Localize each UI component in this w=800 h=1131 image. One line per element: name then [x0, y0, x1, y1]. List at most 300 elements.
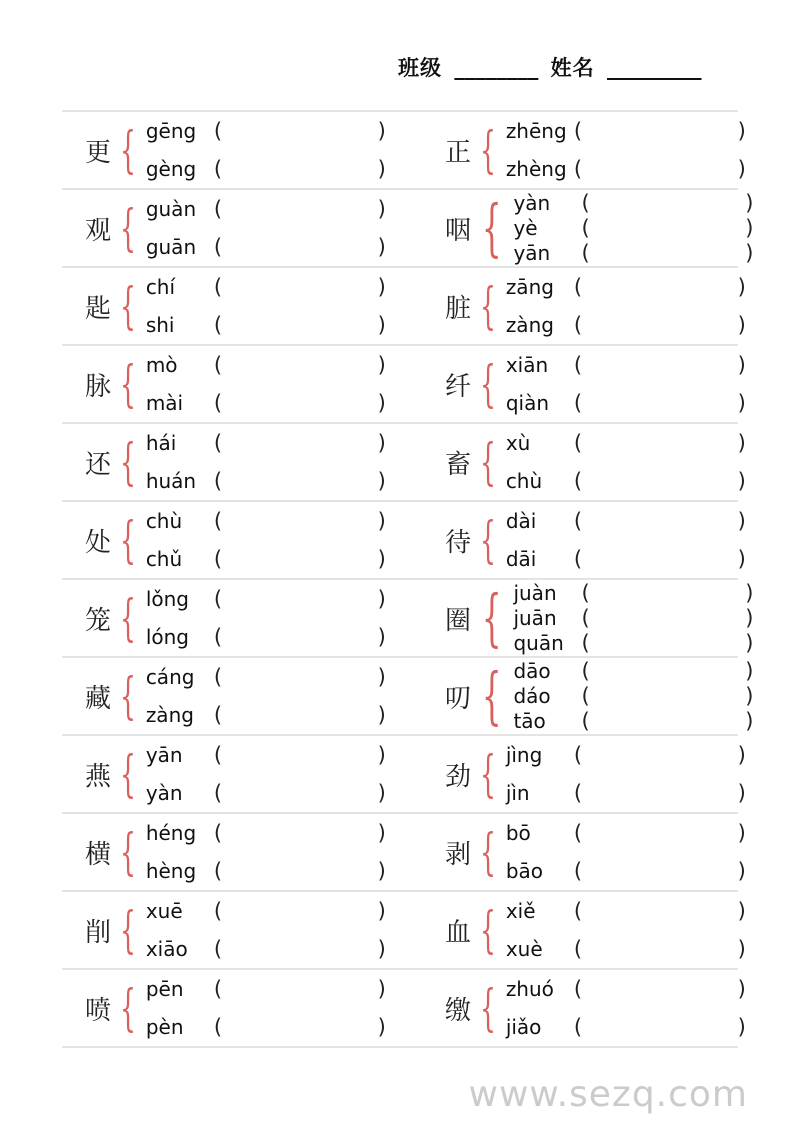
- readings-list: [146, 112, 400, 188]
- answer-blank[interactable]: [214, 547, 386, 571]
- brace-icon: {: [119, 901, 136, 959]
- close-paren-icon: ): [737, 547, 746, 571]
- reading-line: [146, 743, 400, 767]
- answer-blank[interactable]: [214, 899, 386, 923]
- answer-blank[interactable]: [574, 313, 746, 337]
- pinyin-label: xuē: [145, 899, 183, 923]
- reading-line: [146, 1015, 400, 1039]
- reading-line: [146, 703, 400, 727]
- close-paren-icon: ): [737, 431, 746, 455]
- character-entry: [84, 424, 400, 500]
- readings-list: [146, 892, 400, 968]
- close-paren-icon: ): [737, 275, 746, 299]
- pinyin-label: chí: [145, 275, 176, 299]
- hanzi-character: 剥: [444, 839, 471, 869]
- brace-icon: {: [481, 659, 502, 732]
- hanzi-character: 劲: [444, 761, 471, 791]
- close-paren-icon: ): [377, 937, 386, 961]
- pinyin-label: juàn: [513, 580, 557, 605]
- open-paren-icon: (: [573, 899, 583, 923]
- close-paren-icon: ): [737, 977, 746, 1001]
- cell-right: [400, 580, 754, 656]
- worksheet-row: [62, 812, 746, 890]
- answer-blank[interactable]: [214, 977, 386, 1001]
- hanzi-character: 削: [84, 917, 111, 947]
- answer-blank[interactable]: [581, 241, 753, 265]
- brace-icon: {: [481, 191, 502, 264]
- watermark: www.sezq.com: [468, 1074, 748, 1115]
- reading-line: [146, 353, 400, 377]
- pinyin-label: zhèng: [505, 157, 567, 181]
- hanzi-character: 纤: [444, 371, 471, 401]
- readings-list: [146, 502, 400, 578]
- cell-left: [62, 892, 400, 968]
- cell-left: [62, 502, 400, 578]
- close-paren-icon: ): [737, 859, 746, 883]
- answer-blank[interactable]: [214, 431, 386, 455]
- pinyin-label: xuè: [505, 937, 543, 961]
- worksheet-row: [62, 188, 754, 266]
- open-paren-icon: (: [581, 190, 590, 215]
- answer-blank[interactable]: [214, 1015, 386, 1039]
- open-paren-icon: (: [581, 605, 590, 630]
- character-entry: [444, 346, 746, 422]
- cell-right: [400, 268, 746, 344]
- close-paren-icon: ): [737, 781, 746, 805]
- pinyin-label: jìng: [505, 743, 543, 767]
- close-paren-icon: ): [377, 1015, 386, 1039]
- brace-icon: {: [119, 589, 136, 647]
- answer-blank[interactable]: [214, 157, 386, 181]
- open-paren-icon: (: [581, 631, 590, 656]
- readings-list: [506, 892, 746, 968]
- hanzi-character: 叨: [444, 683, 471, 713]
- answer-blank[interactable]: [574, 119, 746, 143]
- close-paren-icon: ): [377, 743, 386, 767]
- worksheet-row: [62, 266, 746, 344]
- close-paren-icon: ): [737, 313, 746, 337]
- reading-line: [513, 216, 753, 240]
- pinyin-label: gēng: [145, 119, 197, 143]
- pinyin-label: zhēng: [505, 119, 567, 143]
- readings-list: [146, 190, 400, 266]
- answer-blank[interactable]: [214, 197, 386, 221]
- character-entry: [84, 892, 400, 968]
- close-paren-icon: ): [737, 937, 746, 961]
- close-paren-icon: ): [377, 235, 386, 259]
- open-paren-icon: (: [213, 197, 223, 221]
- answer-blank[interactable]: [581, 709, 753, 733]
- close-paren-icon: ): [377, 665, 386, 689]
- close-paren-icon: ): [377, 157, 386, 181]
- open-paren-icon: (: [573, 391, 583, 415]
- cell-left: [62, 346, 400, 422]
- reading-line: [513, 631, 753, 655]
- open-paren-icon: (: [573, 469, 583, 493]
- hanzi-character: 缴: [444, 995, 471, 1025]
- reading-line: [146, 899, 400, 923]
- brace-icon: {: [119, 199, 136, 257]
- open-paren-icon: (: [213, 431, 223, 455]
- worksheet-row: [62, 578, 754, 656]
- answer-blank[interactable]: [574, 509, 746, 533]
- brace-icon: {: [119, 745, 136, 803]
- reading-line: [506, 353, 746, 377]
- reading-line: [146, 665, 400, 689]
- answer-blank[interactable]: [581, 216, 753, 240]
- pinyin-label: yàn: [145, 781, 183, 805]
- readings-list: [513, 658, 753, 734]
- close-paren-icon: ): [377, 547, 386, 571]
- close-paren-icon: ): [745, 190, 754, 215]
- answer-blank[interactable]: [581, 581, 753, 605]
- pinyin-label: gèng: [145, 157, 197, 181]
- reading-line: [146, 469, 400, 493]
- pinyin-label: yān: [513, 241, 551, 266]
- character-entry: [84, 112, 400, 188]
- brace-icon: {: [479, 901, 496, 959]
- open-paren-icon: (: [573, 781, 583, 805]
- brace-icon: {: [479, 823, 496, 881]
- answer-blank[interactable]: [574, 821, 746, 845]
- character-entry: [84, 346, 400, 422]
- pinyin-label: guàn: [145, 197, 197, 221]
- reading-line: [506, 509, 746, 533]
- header: [398, 52, 705, 82]
- reading-line: [506, 119, 746, 143]
- answer-blank[interactable]: [574, 899, 746, 923]
- worksheet-row: [62, 968, 746, 1046]
- character-entry: [444, 892, 746, 968]
- brace-icon: {: [479, 121, 496, 179]
- answer-blank[interactable]: [214, 743, 386, 767]
- worksheet-table: [62, 110, 754, 1048]
- brace-icon: {: [119, 667, 136, 725]
- close-paren-icon: ): [745, 605, 754, 630]
- character-entry: [444, 658, 754, 734]
- hanzi-character: 燕: [84, 761, 111, 791]
- answer-blank[interactable]: [574, 937, 746, 961]
- open-paren-icon: (: [573, 821, 583, 845]
- hanzi-character: 脏: [444, 293, 471, 323]
- answer-blank[interactable]: [214, 587, 386, 611]
- open-paren-icon: (: [573, 431, 583, 455]
- close-paren-icon: ): [737, 899, 746, 923]
- answer-blank[interactable]: [574, 431, 746, 455]
- answer-blank[interactable]: [214, 353, 386, 377]
- open-paren-icon: (: [581, 580, 590, 605]
- reading-line: [146, 509, 400, 533]
- answer-blank[interactable]: [574, 977, 746, 1001]
- pinyin-label: yān: [145, 743, 183, 767]
- reading-line: [513, 709, 753, 733]
- open-paren-icon: (: [573, 1015, 583, 1039]
- pinyin-label: zhuó: [505, 977, 554, 1001]
- close-paren-icon: ): [745, 241, 754, 266]
- reading-line: [506, 391, 746, 415]
- answer-blank[interactable]: [581, 631, 753, 655]
- answer-blank[interactable]: [214, 859, 386, 883]
- answer-blank[interactable]: [574, 275, 746, 299]
- reading-line: [146, 391, 400, 415]
- answer-blank[interactable]: [214, 781, 386, 805]
- reading-line: [506, 469, 746, 493]
- open-paren-icon: (: [213, 119, 223, 143]
- reading-line: [506, 937, 746, 961]
- character-entry: [84, 814, 400, 890]
- close-paren-icon: ): [745, 215, 754, 240]
- close-paren-icon: ): [737, 119, 746, 143]
- hanzi-character: 藏: [84, 683, 111, 713]
- cell-left: [62, 112, 400, 188]
- close-paren-icon: ): [745, 631, 754, 656]
- answer-blank[interactable]: [574, 743, 746, 767]
- reading-line: [146, 781, 400, 805]
- pinyin-label: dāi: [505, 547, 537, 571]
- cell-right: [400, 970, 746, 1046]
- close-paren-icon: ): [377, 431, 386, 455]
- answer-blank[interactable]: [574, 157, 746, 181]
- class-label: 班级: [398, 56, 442, 80]
- close-paren-icon: ): [745, 658, 754, 683]
- pinyin-label: chǔ: [145, 547, 183, 571]
- readings-list: [146, 970, 400, 1046]
- reading-line: [506, 431, 746, 455]
- answer-blank[interactable]: [214, 391, 386, 415]
- pinyin-label: chù: [145, 509, 183, 533]
- brace-icon: {: [119, 433, 136, 491]
- close-paren-icon: ): [377, 977, 386, 1001]
- character-entry: [444, 268, 746, 344]
- readings-list: [146, 424, 400, 500]
- worksheet-row: [62, 110, 746, 188]
- pinyin-label: zàng: [505, 313, 554, 337]
- cell-right: [400, 346, 746, 422]
- pinyin-label: qiàn: [505, 391, 549, 415]
- cell-right: [400, 112, 746, 188]
- character-entry: [444, 814, 746, 890]
- answer-blank[interactable]: [581, 684, 753, 708]
- cell-left: [62, 658, 400, 734]
- open-paren-icon: (: [213, 469, 223, 493]
- answer-blank[interactable]: [214, 625, 386, 649]
- pinyin-label: zàng: [145, 703, 194, 727]
- reading-line: [146, 859, 400, 883]
- name-label: 姓名: [550, 56, 595, 80]
- readings-list: [146, 658, 400, 734]
- readings-list: [506, 346, 746, 422]
- brace-icon: {: [479, 277, 496, 335]
- open-paren-icon: (: [213, 859, 223, 883]
- hanzi-character: 正: [444, 137, 471, 167]
- open-paren-icon: (: [581, 709, 590, 734]
- reading-line: [506, 157, 746, 181]
- pinyin-label: yè: [513, 215, 538, 240]
- answer-blank[interactable]: [581, 606, 753, 630]
- reading-line: [146, 157, 400, 181]
- brace-icon: {: [479, 511, 496, 569]
- answer-blank[interactable]: [574, 1015, 746, 1039]
- close-paren-icon: ): [737, 353, 746, 377]
- answer-blank[interactable]: [214, 665, 386, 689]
- open-paren-icon: (: [213, 509, 223, 533]
- readings-list: [146, 814, 400, 890]
- reading-line: [506, 859, 746, 883]
- answer-blank[interactable]: [574, 391, 746, 415]
- open-paren-icon: (: [573, 157, 583, 181]
- cell-left: [62, 424, 400, 500]
- close-paren-icon: ): [377, 119, 386, 143]
- character-entry: [444, 112, 746, 188]
- open-paren-icon: (: [213, 587, 223, 611]
- readings-list: [146, 580, 400, 656]
- open-paren-icon: (: [213, 625, 223, 649]
- open-paren-icon: (: [581, 658, 590, 683]
- cell-right: [400, 736, 746, 812]
- hanzi-character: 待: [444, 527, 471, 557]
- close-paren-icon: ): [377, 197, 386, 221]
- cell-right: [400, 502, 746, 578]
- pinyin-label: huán: [145, 469, 197, 493]
- answer-blank[interactable]: [574, 547, 746, 571]
- pinyin-label: quān: [513, 631, 564, 656]
- close-paren-icon: ): [377, 859, 386, 883]
- open-paren-icon: (: [573, 547, 583, 571]
- close-paren-icon: ): [377, 781, 386, 805]
- pinyin-label: bāo: [505, 859, 543, 883]
- cell-left: [62, 190, 400, 266]
- brace-icon: {: [119, 823, 136, 881]
- close-paren-icon: ): [377, 587, 386, 611]
- open-paren-icon: (: [213, 353, 223, 377]
- pinyin-label: hèng: [145, 859, 197, 883]
- pinyin-label: cáng: [145, 665, 195, 689]
- answer-blank[interactable]: [214, 275, 386, 299]
- answer-blank[interactable]: [214, 469, 386, 493]
- close-paren-icon: ): [737, 157, 746, 181]
- close-paren-icon: ): [737, 743, 746, 767]
- answer-blank[interactable]: [574, 469, 746, 493]
- reading-line: [146, 275, 400, 299]
- worksheet-row: [62, 344, 746, 422]
- pinyin-label: dāo: [513, 658, 551, 683]
- brace-icon: {: [479, 433, 496, 491]
- readings-list: [146, 736, 400, 812]
- reading-line: [146, 821, 400, 845]
- answer-blank[interactable]: [574, 353, 746, 377]
- pinyin-label: xiān: [505, 353, 549, 377]
- answer-blank[interactable]: [214, 821, 386, 845]
- reading-line: [146, 431, 400, 455]
- answer-blank[interactable]: [214, 313, 386, 337]
- reading-line: [506, 275, 746, 299]
- close-paren-icon: ): [737, 469, 746, 493]
- open-paren-icon: (: [573, 275, 583, 299]
- open-paren-icon: (: [573, 119, 583, 143]
- open-paren-icon: (: [213, 313, 223, 337]
- answer-blank[interactable]: [574, 781, 746, 805]
- reading-line: [146, 977, 400, 1001]
- worksheet-row: [62, 500, 746, 578]
- class-blank-line[interactable]: ________: [454, 56, 539, 80]
- open-paren-icon: (: [573, 743, 583, 767]
- open-paren-icon: (: [581, 215, 590, 240]
- readings-list: [513, 580, 753, 656]
- answer-blank[interactable]: [214, 235, 386, 259]
- cell-right: [400, 424, 746, 500]
- open-paren-icon: (: [213, 977, 223, 1001]
- answer-blank[interactable]: [214, 509, 386, 533]
- readings-list: [146, 268, 400, 344]
- readings-list: [506, 424, 746, 500]
- answer-blank[interactable]: [214, 937, 386, 961]
- hanzi-character: 圈: [444, 605, 471, 635]
- reading-line: [513, 241, 753, 265]
- reading-line: [146, 547, 400, 571]
- character-entry: [84, 502, 400, 578]
- pinyin-label: mò: [145, 353, 178, 377]
- name-blank-line[interactable]: _________: [606, 56, 702, 80]
- readings-list: [506, 268, 746, 344]
- open-paren-icon: (: [213, 547, 223, 571]
- pinyin-label: dáo: [513, 683, 551, 708]
- pinyin-label: yàn: [513, 190, 551, 215]
- brace-icon: {: [481, 581, 502, 654]
- pinyin-label: guān: [145, 235, 197, 259]
- pinyin-label: héng: [145, 821, 197, 845]
- character-entry: [444, 424, 746, 500]
- close-paren-icon: ): [377, 509, 386, 533]
- reading-line: [513, 191, 753, 215]
- character-entry: [444, 190, 754, 266]
- cell-left: [62, 736, 400, 812]
- open-paren-icon: (: [213, 157, 223, 181]
- answer-blank[interactable]: [581, 659, 753, 683]
- answer-blank[interactable]: [214, 119, 386, 143]
- close-paren-icon: ): [377, 625, 386, 649]
- readings-list: [506, 970, 746, 1046]
- close-paren-icon: ): [377, 469, 386, 493]
- cell-left: [62, 580, 400, 656]
- cell-right: [400, 814, 746, 890]
- brace-icon: {: [119, 979, 136, 1037]
- character-entry: [84, 190, 400, 266]
- reading-line: [146, 197, 400, 221]
- pinyin-label: dài: [505, 509, 537, 533]
- close-paren-icon: ): [377, 703, 386, 727]
- hanzi-character: 观: [84, 215, 111, 245]
- hanzi-character: 喷: [84, 995, 111, 1025]
- reading-line: [513, 684, 753, 708]
- pinyin-label: bō: [505, 821, 531, 845]
- cell-right: [400, 658, 754, 734]
- close-paren-icon: ): [377, 313, 386, 337]
- open-paren-icon: (: [573, 859, 583, 883]
- reading-line: [513, 659, 753, 683]
- answer-blank[interactable]: [574, 859, 746, 883]
- open-paren-icon: (: [213, 937, 223, 961]
- pinyin-label: jìn: [505, 781, 530, 805]
- character-entry: [444, 970, 746, 1046]
- open-paren-icon: (: [213, 275, 223, 299]
- answer-blank[interactable]: [214, 703, 386, 727]
- reading-line: [146, 119, 400, 143]
- pinyin-label: xù: [505, 431, 531, 455]
- reading-line: [146, 587, 400, 611]
- answer-blank[interactable]: [581, 191, 753, 215]
- close-paren-icon: ): [745, 709, 754, 734]
- brace-icon: {: [119, 355, 136, 413]
